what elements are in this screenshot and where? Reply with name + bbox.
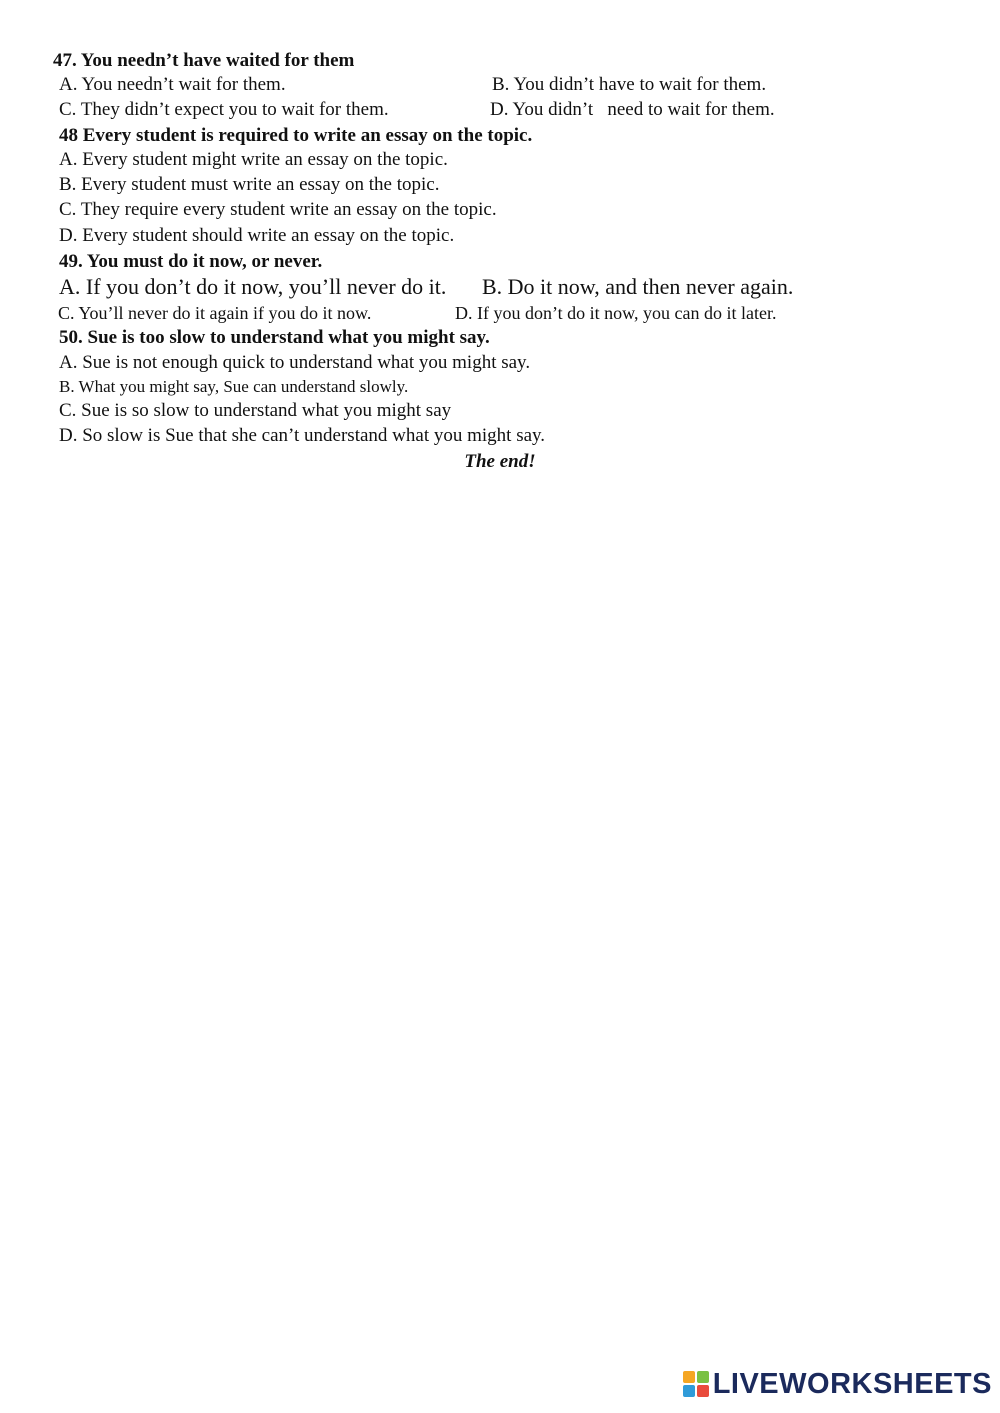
question-49-prompt: 49. You must do it now, or never. (59, 251, 323, 272)
logo-square-blue (683, 1385, 695, 1397)
question-50-option-d: D. So slow is Sue that she can’t understand what you might say. (59, 425, 546, 446)
brand-text: LIVEWORKSHEETS (712, 1368, 992, 1400)
question-49-option-a: A. If you don’t do it now, you’ll never do it. (59, 274, 447, 299)
liveworksheets-brand[interactable] (683, 1369, 992, 1399)
question-48-option-d: D. Every student should write an essay on the topic. (59, 225, 455, 246)
logo-square-red (697, 1385, 709, 1397)
question-48-option-c: C. They require every student write an essay on the topic. (59, 199, 497, 220)
question-48-prompt: 48 Every student is required to write an essay on the topic. (59, 125, 533, 146)
question-49-option-c: C. You’ll never do it again if you do it now. (58, 303, 372, 323)
question-50-option-b: B. What you might say, Sue can understand slowly. (59, 377, 409, 396)
question-48-option-a: A. Every student might write an essay on the topic. (59, 149, 448, 170)
question-49-option-d: D. If you don’t do it now, you can do it later. (455, 303, 777, 323)
question-49-option-b: B. Do it now, and then never again. (482, 274, 794, 299)
logo-square-green (697, 1371, 709, 1383)
question-50-option-c: C. Sue is so slow to understand what you might say (59, 400, 452, 421)
question-47-option-a: A. You needn’t wait for them. (59, 74, 286, 95)
question-47-option-c: C. They didn’t expect you to wait for them. (59, 99, 389, 120)
question-47-option-d: D. You didn’t need to wait for them. (490, 99, 775, 120)
question-48-option-b: B. Every student must write an essay on the topic. (59, 174, 440, 195)
question-47-prompt: 47. You needn’t have waited for them (53, 50, 355, 71)
question-50-prompt: 50. Sue is too slow to understand what you might say. (59, 327, 490, 348)
liveworksheets-logo-icon (683, 1371, 709, 1397)
end-text: The end! (464, 451, 536, 472)
question-50-option-a: A. Sue is not enough quick to understand what you might say. (59, 352, 531, 373)
question-47-option-b: B. You didn’t have to wait for them. (492, 74, 767, 95)
logo-square-orange (683, 1371, 695, 1383)
